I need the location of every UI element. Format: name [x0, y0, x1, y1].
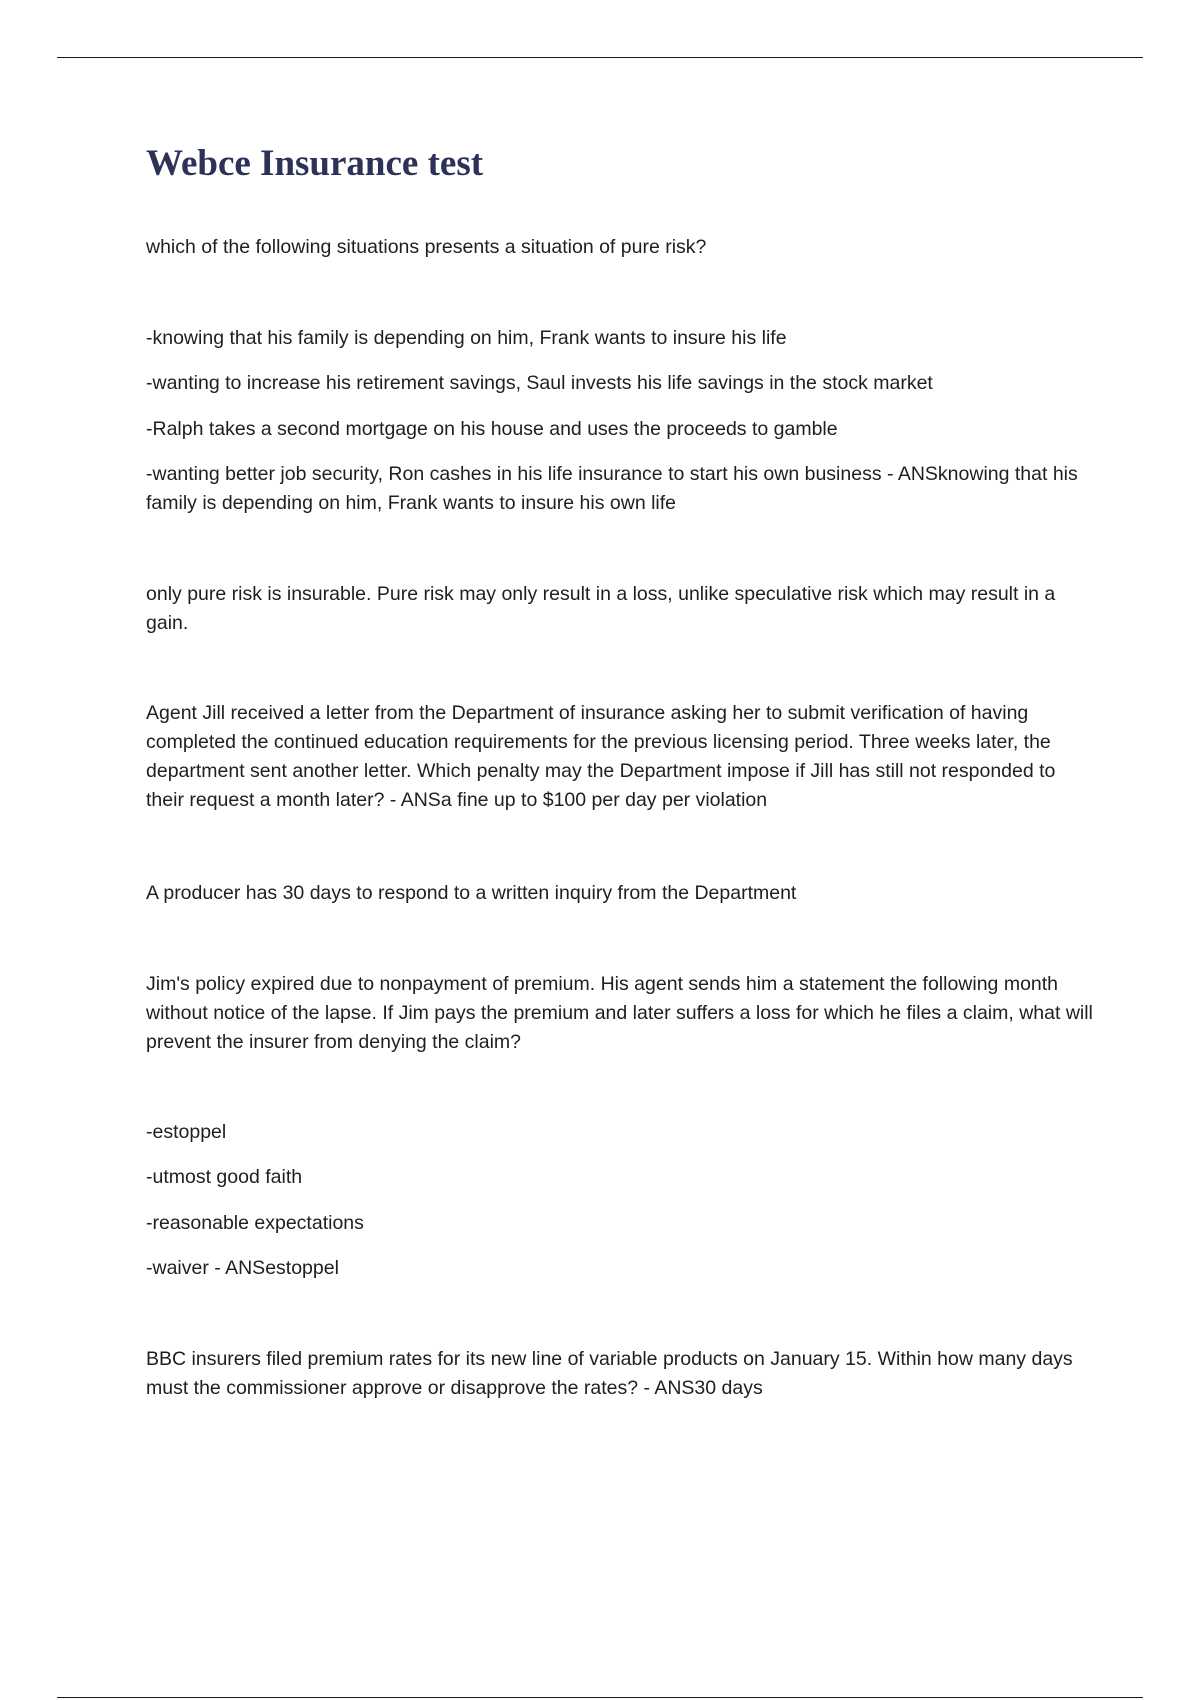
bottom-rule [57, 1697, 1143, 1698]
option-frank: -knowing that his family is depending on him, Frank wants to insure his life [146, 327, 787, 349]
explanation-pure-risk: only pure risk is insurable. Pure risk may only result in a loss, unlike speculative risk which may result in a gain. [146, 583, 1056, 634]
option-utmost-good-faith: -utmost good faith [146, 1166, 303, 1188]
top-rule [57, 57, 1143, 58]
option-waiver-answer: -waiver - ANSestoppel [146, 1257, 339, 1279]
document-title: Webce Insurance test [146, 143, 484, 184]
question-pure-risk: which of the following situations presents a situation of pure risk? [146, 236, 707, 258]
option-estoppel: -estoppel [146, 1121, 227, 1143]
note-producer-30-days: A producer has 30 days to respond to a written inquiry from the Department [146, 882, 797, 904]
question-jim-policy: Jim's policy expired due to nonpayment of premium. His agent sends him a statement the following month without notice of the lapse. If Jim pays the premium and later suffers a loss for which he files a claim, what will prevent the insurer from denying the claim? [146, 973, 1093, 1053]
question-agent-jill: Agent Jill received a letter from the Department of insurance asking her to submit verification of having completed the continued education requirements for the previous licensing period. Three weeks later, the department sent another letter. Which penalty may the Department impose if Jill has still not responded to their request a month later? - ANSa fine up to $100 per day per violation [146, 702, 1056, 811]
option-saul: -wanting to increase his retirement savings, Saul invests his life savings in the stock market [146, 372, 933, 394]
option-reasonable-expectations: -reasonable expectations [146, 1212, 364, 1234]
question-bbc-insurers: BBC insurers filed premium rates for its new line of variable products on January 15. Within how many days must the commissioner approve or disapprove the rates? - ANS30 days [146, 1348, 1073, 1399]
option-ron-answer: -wanting better job security, Ron cashes in his life insurance to start his own business - ANSknowing that his family is depending on him, Frank wants to insure his own life [146, 463, 1078, 514]
option-ralph: -Ralph takes a second mortgage on his house and uses the proceeds to gamble [146, 418, 838, 440]
